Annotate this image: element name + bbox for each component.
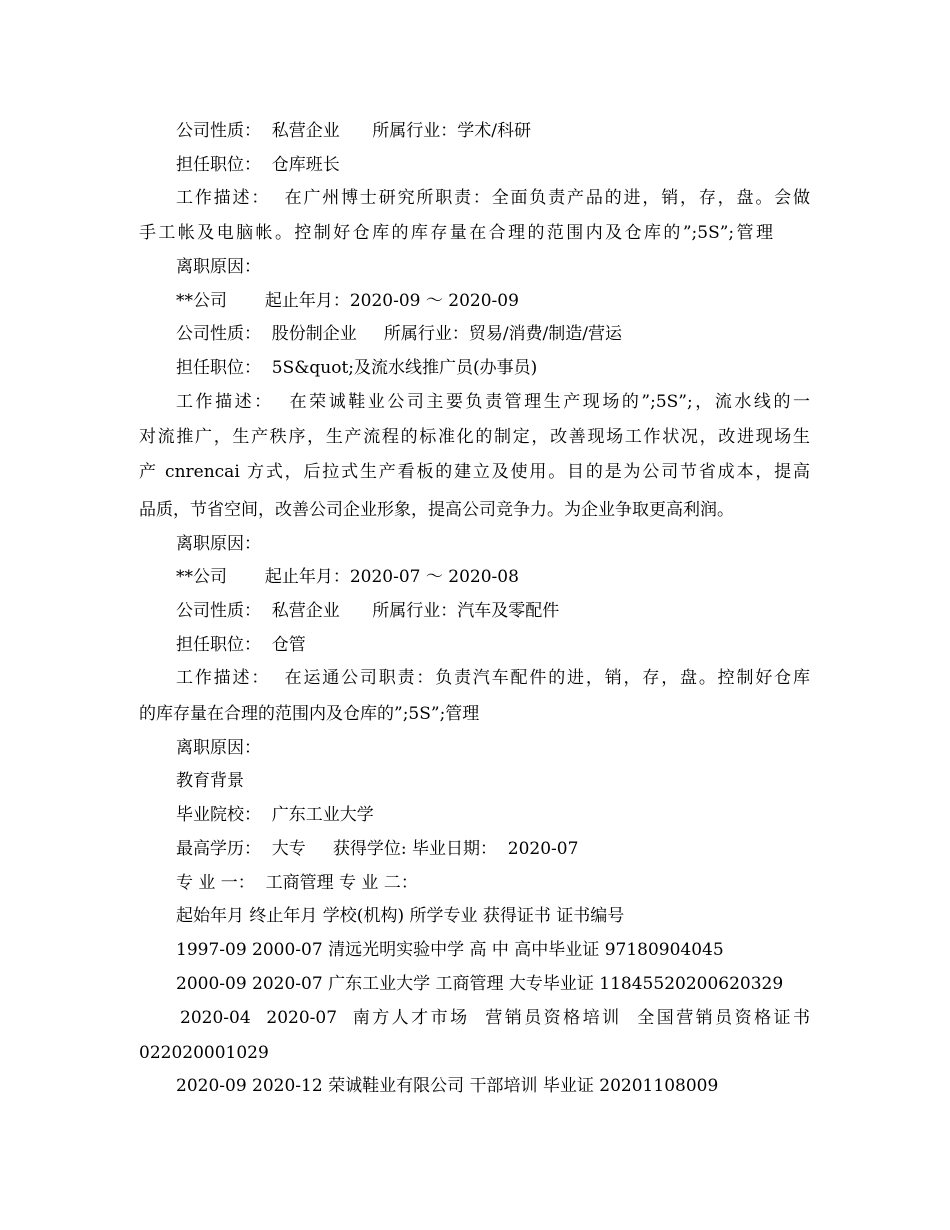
text-line: 离职原因： <box>176 738 261 758</box>
section-heading: 教育背景 <box>176 771 244 791</box>
text-line: 起始年月 终止年月 学校(机构) 所学专业 获得证书 证书编号 <box>176 906 625 926</box>
text-line: 手工帐及电脑帐。控制好仓库的库存量在合理的范围内及仓库的”;5S”;管理 <box>139 223 773 243</box>
text-line: 2020-09 2020-12 荣诚鞋业有限公司 干部培训 毕业证 20201108009 <box>176 1076 719 1096</box>
text-line: 品质，节省空间，改善公司企业形象，提高公司竞争力。为企业争取更高利润。 <box>139 500 734 520</box>
text-line: 公司性质： 股份制企业 所属行业：贸易/消费/制造/营运 <box>176 324 623 344</box>
text-line: 2020-04 2020-07 南方人才市场 营销员资格培训 全国营销员资格证书 <box>180 1008 810 1028</box>
text-line: **公司 起止年月：2020-09 ～ 2020-09 <box>176 291 519 311</box>
text-line: 离职原因： <box>176 257 261 277</box>
text-line: 最高学历： 大专 获得学位: 毕业日期： 2020-07 <box>176 839 579 859</box>
text-line: 担任职位： 仓管 <box>176 635 306 655</box>
text-line: 2000-09 2020-07 广东工业大学 工商管理 大专毕业证 11845520200620329 <box>176 974 784 994</box>
text-line: 担任职位： 5S&quot;及流水线推广员(办事员) <box>176 358 538 378</box>
text-line: 专 业 一： 工商管理 专 业 二： <box>176 873 418 893</box>
text-line: 对流推广，生产秩序，生产流程的标准化的制定，改善现场工作状况，改进现场生 <box>139 427 810 447</box>
text-line: 公司性质： 私营企业 所属行业：汽车及零配件 <box>176 601 560 621</box>
text-line: 工作描述： 在荣诚鞋业公司主要负责管理生产现场的”;5S”;，流水线的一 <box>176 392 810 412</box>
text-line: 公司性质： 私营企业 所属行业：学术/科研 <box>176 121 531 141</box>
text-line: 022020001029 <box>139 1043 269 1063</box>
text-line: 离职原因： <box>176 534 261 554</box>
text-line: **公司 起止年月：2020-07 ～ 2020-08 <box>176 567 519 587</box>
text-line: 1997-09 2000-07 清远光明实验中学 高 中 高中毕业证 97180904045 <box>176 940 724 960</box>
text-line: 毕业院校： 广东工业大学 <box>176 805 374 825</box>
text-line: 工作描述： 在运通公司职责：负责汽车配件的进，销，存，盘。控制好仓库 <box>176 668 810 688</box>
text-line: 担任职位： 仓库班长 <box>176 155 340 175</box>
text-line: 的库存量在合理的范围内及仓库的”;5S”;管理 <box>139 704 480 724</box>
text-line: 工作描述： 在广州博士研究所职责：全面负责产品的进，销，存，盘。会做 <box>176 188 810 208</box>
text-line: 产 cnrencai 方式，后拉式生产看板的建立及使用。目的是为公司节省成本，提高 <box>139 462 810 482</box>
